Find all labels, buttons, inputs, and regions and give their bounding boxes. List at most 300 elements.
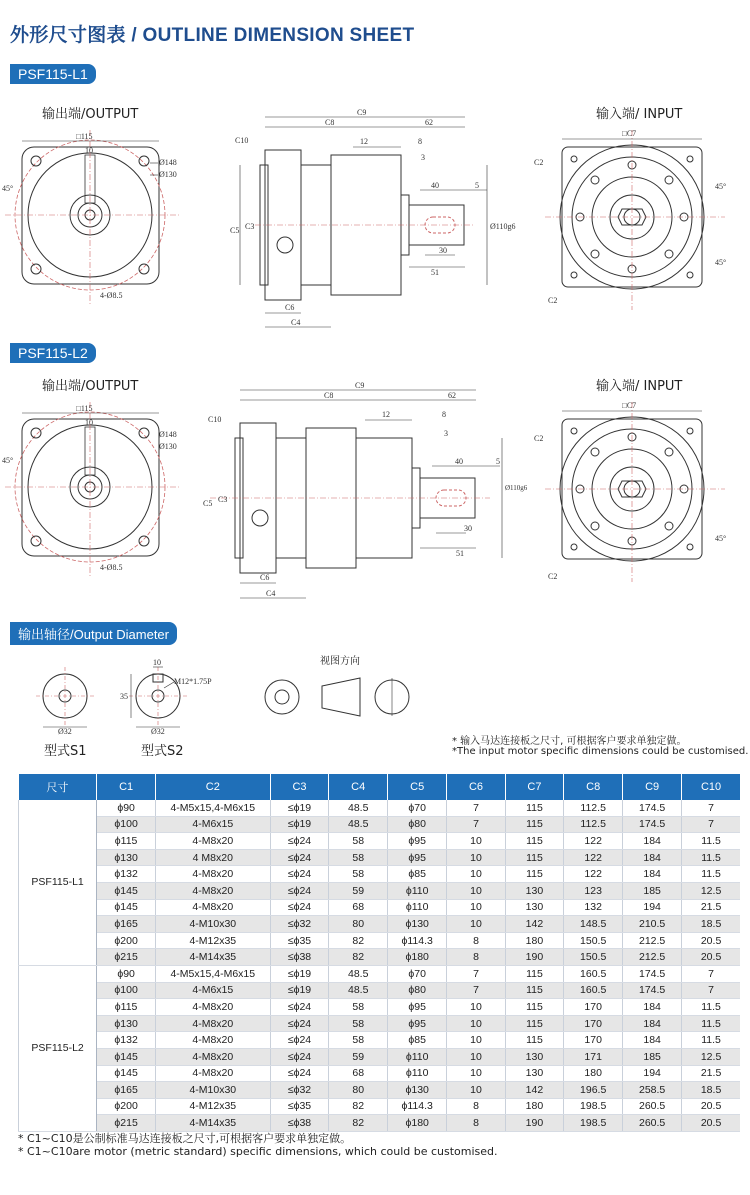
table-cell: 7 — [682, 982, 740, 999]
table-row — [19, 999, 741, 1016]
table-cell: ≤ϕ24 — [270, 1048, 329, 1065]
dim-out-angle: 45° — [2, 184, 14, 193]
input-view-drawing-l1 — [530, 125, 740, 325]
table-cell: 150.5 — [564, 932, 623, 949]
table-cell: 11.5 — [682, 999, 740, 1016]
input-label-l2: 输入端/ INPUT — [596, 379, 683, 394]
table-cell: 48.5 — [329, 965, 388, 982]
dim-side-c8: C8 — [325, 118, 335, 127]
table-header-cell: C7 — [505, 774, 563, 800]
dim-side-c8-2: C8 — [324, 391, 334, 400]
dim-side-5: 5 — [475, 181, 479, 190]
table-cell: ϕ110 — [388, 899, 447, 916]
table-cell: ϕ200 — [97, 1098, 156, 1115]
table-cell: ≤ϕ19 — [270, 816, 329, 833]
table-cell: 10 — [447, 866, 505, 883]
table-cell: ϕ110 — [388, 1065, 447, 1082]
table-cell: ≤ϕ24 — [270, 1015, 329, 1032]
table-cell: 11.5 — [682, 866, 740, 883]
table-cell: ϕ110 — [388, 882, 447, 899]
type-s2-label: 型式S2 — [141, 744, 184, 759]
table-cell: 196.5 — [564, 1082, 623, 1099]
table-cell: ≤ϕ19 — [270, 965, 329, 982]
side-view-drawing-l1 — [225, 105, 516, 335]
table-cell: 142 — [505, 916, 563, 933]
table-row — [19, 1015, 741, 1032]
section-tag-l2: PSF115-L2 — [10, 343, 96, 363]
table-cell: ϕ114.3 — [388, 1098, 447, 1115]
table-header-cell: C1 — [97, 774, 156, 800]
table-cell: 194 — [623, 1065, 682, 1082]
table-row — [19, 1115, 741, 1132]
table-cell: 21.5 — [682, 899, 740, 916]
table-cell: ϕ130 — [97, 849, 156, 866]
table-cell: 4-M10x30 — [156, 916, 271, 933]
table-cell: 20.5 — [682, 1115, 740, 1132]
table-cell: ϕ95 — [388, 833, 447, 850]
dim-side-8: 8 — [418, 137, 422, 146]
motor-note-cn: * 输入马达连接板之尺寸, 可根据客户要求单独定做。 — [452, 736, 687, 747]
table-cell: 130 — [505, 1065, 563, 1082]
table-cell: 115 — [505, 816, 563, 833]
table-cell: 10 — [447, 1082, 505, 1099]
table-row — [19, 982, 741, 999]
table-cell: 10 — [447, 833, 505, 850]
table-row — [19, 949, 741, 966]
table-row — [19, 849, 741, 866]
table-cell: 4-M14x35 — [156, 1115, 271, 1132]
dim-side-d110-2: Ø110g6 — [505, 484, 528, 492]
table-cell: 198.5 — [564, 1115, 623, 1132]
dim-side-51-2: 51 — [456, 549, 464, 558]
table-cell: 59 — [329, 1048, 388, 1065]
dim-out-key-2: 10 — [85, 418, 93, 427]
output-view-drawing-l2 — [0, 397, 200, 597]
table-cell: 130 — [505, 1048, 563, 1065]
table-row — [19, 1082, 741, 1099]
table-cell: ϕ95 — [388, 999, 447, 1016]
table-cell: ϕ100 — [97, 816, 156, 833]
table-cell: 20.5 — [682, 932, 740, 949]
table-cell: ϕ70 — [388, 800, 447, 816]
table-cell: ≤ϕ38 — [270, 949, 329, 966]
table-cell: ϕ130 — [97, 1015, 156, 1032]
dim-out-holes: 4-Ø8.5 — [100, 291, 123, 300]
table-cell: ϕ165 — [97, 916, 156, 933]
table-row — [19, 1048, 741, 1065]
table-cell: 180 — [564, 1065, 623, 1082]
table-cell: 148.5 — [564, 916, 623, 933]
table-cell: 7 — [447, 982, 505, 999]
table-row — [19, 899, 741, 916]
table-cell: ϕ90 — [97, 800, 156, 816]
type-s1-label: 型式S1 — [44, 744, 87, 759]
table-cell: 112.5 — [564, 816, 623, 833]
table-cell: 12.5 — [682, 1048, 740, 1065]
table-cell: 8 — [447, 1115, 505, 1132]
table-cell: ϕ145 — [97, 882, 156, 899]
view-direction-drawing — [260, 670, 420, 725]
table-row — [19, 800, 741, 816]
dim-out-square-2: □115 — [76, 404, 93, 413]
table-cell: ϕ180 — [388, 949, 447, 966]
table-cell: 184 — [623, 1032, 682, 1049]
dim-side-3-2: 3 — [444, 429, 448, 438]
table-cell: ≤ϕ24 — [270, 1032, 329, 1049]
table-cell: 82 — [329, 1098, 388, 1115]
dimension-table — [18, 774, 740, 1132]
table-cell: 80 — [329, 916, 388, 933]
table-cell: 10 — [447, 899, 505, 916]
table-cell: 11.5 — [682, 1015, 740, 1032]
table-cell: 82 — [329, 949, 388, 966]
table-header-row — [19, 774, 741, 800]
table-cell: ϕ215 — [97, 1115, 156, 1132]
table-cell: 59 — [329, 882, 388, 899]
table-cell: 58 — [329, 833, 388, 850]
table-cell: 115 — [505, 849, 563, 866]
dim-in-angle-top: 45° — [715, 182, 727, 191]
table-cell: 115 — [505, 999, 563, 1016]
table-cell: 174.5 — [623, 816, 682, 833]
dim-side-40-2: 40 — [455, 457, 463, 466]
table-cell: 4-M8x20 — [156, 1048, 271, 1065]
table-cell: 184 — [623, 866, 682, 883]
table-cell: 4-M10x30 — [156, 1082, 271, 1099]
dim-side-c5: C5 — [230, 226, 240, 235]
dim-side-8-2: 8 — [442, 410, 446, 419]
motor-note-en: *The input motor specific dimensions could be customised. — [452, 746, 749, 757]
dim-side-c6: C6 — [285, 303, 295, 312]
table-cell: 18.5 — [682, 916, 740, 933]
table-row — [19, 965, 741, 982]
table-cell: ≤ϕ32 — [270, 1082, 329, 1099]
table-cell: 10 — [447, 1065, 505, 1082]
table-cell: ϕ100 — [97, 982, 156, 999]
table-cell: 150.5 — [564, 949, 623, 966]
dim-in-c7-2: □C7 — [622, 401, 637, 410]
shaft-types-drawing — [30, 655, 230, 735]
table-cell: 184 — [623, 849, 682, 866]
dim-in-angle-2: 45° — [715, 534, 727, 543]
side-view-drawing-l2 — [200, 378, 528, 608]
table-cell: 190 — [505, 949, 563, 966]
dim-out-holes-2: 4-Ø8.5 — [100, 563, 123, 572]
table-cell: 174.5 — [623, 800, 682, 816]
table-cell: ϕ132 — [97, 1032, 156, 1049]
dim-side-12: 12 — [360, 137, 368, 146]
table-cell: 21.5 — [682, 1065, 740, 1082]
table-cell: 4-M12x35 — [156, 1098, 271, 1115]
table-cell: ϕ85 — [388, 1032, 447, 1049]
table-cell: 48.5 — [329, 982, 388, 999]
table-cell: 185 — [623, 882, 682, 899]
table-cell: 4-M5x15,4-M6x15 — [156, 800, 271, 816]
table-cell: 4-M12x35 — [156, 932, 271, 949]
dim-side-c10-2: C10 — [208, 415, 222, 424]
table-row — [19, 1032, 741, 1049]
table-cell: 174.5 — [623, 965, 682, 982]
input-label-l1: 输入端/ INPUT — [596, 107, 683, 122]
table-cell: 160.5 — [564, 982, 623, 999]
table-cell: ϕ145 — [97, 1065, 156, 1082]
table-cell: 4-M6x15 — [156, 816, 271, 833]
table-cell: 123 — [564, 882, 623, 899]
table-cell: 7 — [447, 965, 505, 982]
table-cell: 20.5 — [682, 949, 740, 966]
table-cell: 122 — [564, 849, 623, 866]
table-cell: 115 — [505, 965, 563, 982]
table-cell: 8 — [447, 1098, 505, 1115]
table-cell: ϕ114.3 — [388, 932, 447, 949]
table-cell: ≤ϕ35 — [270, 932, 329, 949]
view-direction-label: 视图方向 — [320, 656, 360, 667]
output-diameter-tag: 输出轴径/Output Diameter — [10, 622, 177, 645]
dim-out-d148: Ø148 — [159, 158, 177, 167]
table-cell: ϕ95 — [388, 1015, 447, 1032]
table-cell: 122 — [564, 833, 623, 850]
dim-in-c2-top: C2 — [534, 158, 544, 167]
dim-side-51: 51 — [431, 268, 439, 277]
table-body — [19, 800, 741, 1131]
table-cell: 58 — [329, 1015, 388, 1032]
table-cell: 180 — [505, 932, 563, 949]
table-cell: ϕ200 — [97, 932, 156, 949]
table-cell: 11.5 — [682, 833, 740, 850]
table-cell: ϕ85 — [388, 866, 447, 883]
table-row — [19, 882, 741, 899]
table-cell: 7 — [447, 800, 505, 816]
table-cell: 4-M8x20 — [156, 1015, 271, 1032]
dim-side-40: 40 — [431, 181, 439, 190]
table-header-cell: C3 — [270, 774, 329, 800]
table-cell: 184 — [623, 833, 682, 850]
table-cell: 4-M6x15 — [156, 982, 271, 999]
table-cell: 4-M8x20 — [156, 1032, 271, 1049]
table-cell: ≤ϕ24 — [270, 999, 329, 1016]
dim-in-c2-bottom: C2 — [548, 296, 558, 305]
table-header-cell: C2 — [156, 774, 271, 800]
table-header-cell: C10 — [682, 774, 740, 800]
table-cell: ≤ϕ19 — [270, 800, 329, 816]
table-cell: 58 — [329, 866, 388, 883]
table-cell: ≤ϕ24 — [270, 849, 329, 866]
dim-in-c2-top-2: C2 — [534, 434, 544, 443]
table-cell: ≤ϕ24 — [270, 833, 329, 850]
table-cell: 122 — [564, 866, 623, 883]
table-cell: 48.5 — [329, 800, 388, 816]
table-cell: 11.5 — [682, 849, 740, 866]
table-cell: 260.5 — [623, 1115, 682, 1132]
table-cell: 12.5 — [682, 882, 740, 899]
dim-in-c2-bottom-2: C2 — [548, 572, 558, 581]
table-cell: 4-M8x20 — [156, 999, 271, 1016]
table-cell: 4-M8x20 — [156, 866, 271, 883]
table-cell: 82 — [329, 932, 388, 949]
table-cell: 7 — [682, 816, 740, 833]
table-cell: 171 — [564, 1048, 623, 1065]
table-cell: ϕ180 — [388, 1115, 447, 1132]
dim-side-c9: C9 — [357, 108, 367, 117]
table-row — [19, 816, 741, 833]
table-cell: 20.5 — [682, 1098, 740, 1115]
table-cell: 260.5 — [623, 1098, 682, 1115]
model-cell: PSF115-L1 — [19, 800, 97, 965]
table-cell: 10 — [447, 849, 505, 866]
table-cell: 58 — [329, 849, 388, 866]
table-cell: 184 — [623, 999, 682, 1016]
table-cell: 184 — [623, 1015, 682, 1032]
dim-s1-d32: Ø32 — [58, 727, 72, 736]
table-cell: 115 — [505, 866, 563, 883]
model-cell: PSF115-L2 — [19, 965, 97, 1131]
table-row — [19, 932, 741, 949]
output-label-l1: 输出端/OUTPUT — [42, 107, 139, 122]
table-cell: ≤ϕ24 — [270, 899, 329, 916]
table-cell: 11.5 — [682, 1032, 740, 1049]
table-cell: 258.5 — [623, 1082, 682, 1099]
table-cell: ϕ80 — [388, 816, 447, 833]
dim-side-5-2: 5 — [496, 457, 500, 466]
table-header-cell: C8 — [564, 774, 623, 800]
table-cell: ϕ70 — [388, 965, 447, 982]
table-cell: 115 — [505, 1032, 563, 1049]
table-cell: ϕ110 — [388, 1048, 447, 1065]
table-cell: 4 M8x20 — [156, 849, 271, 866]
table-row — [19, 1065, 741, 1082]
table-cell: 4-M8x20 — [156, 899, 271, 916]
table-cell: ϕ115 — [97, 833, 156, 850]
dim-side-3: 3 — [421, 153, 425, 162]
table-cell: ≤ϕ32 — [270, 916, 329, 933]
table-cell: 4-M8x20 — [156, 1065, 271, 1082]
table-row — [19, 1098, 741, 1115]
table-cell: 18.5 — [682, 1082, 740, 1099]
dim-side-c3-2: C3 — [218, 495, 228, 504]
table-cell: 190 — [505, 1115, 563, 1132]
table-cell: ϕ90 — [97, 965, 156, 982]
dim-side-30-2: 30 — [464, 524, 472, 533]
table-cell: 4-M5x15,4-M6x15 — [156, 965, 271, 982]
table-cell: ϕ165 — [97, 1082, 156, 1099]
table-cell: ≤ϕ35 — [270, 1098, 329, 1115]
table-cell: 198.5 — [564, 1098, 623, 1115]
table-cell: 185 — [623, 1048, 682, 1065]
dim-side-62: 62 — [425, 118, 433, 127]
table-cell: ≤ϕ19 — [270, 982, 329, 999]
table-cell: 10 — [447, 1032, 505, 1049]
table-cell: 68 — [329, 899, 388, 916]
table-header-cell: 尺寸 — [19, 774, 97, 800]
table-cell: 7 — [682, 965, 740, 982]
dim-s2-thread: M12*1.75P — [174, 677, 212, 686]
table-cell: 7 — [682, 800, 740, 816]
dim-side-c4: C4 — [291, 318, 301, 327]
output-label-l2: 输出端/OUTPUT — [42, 379, 139, 394]
output-view-drawing-l1 — [0, 125, 200, 325]
table-cell: 212.5 — [623, 932, 682, 949]
dim-s2-d32: Ø32 — [151, 727, 165, 736]
table-cell: 115 — [505, 833, 563, 850]
table-cell: ϕ145 — [97, 1048, 156, 1065]
table-cell: 10 — [447, 882, 505, 899]
table-header-cell: C5 — [388, 774, 447, 800]
dim-in-angle-bottom: 45° — [715, 258, 727, 267]
table-cell: ϕ95 — [388, 849, 447, 866]
table-cell: ≤ϕ24 — [270, 866, 329, 883]
table-cell: 80 — [329, 1082, 388, 1099]
dim-in-c7: □C7 — [622, 129, 637, 138]
dim-out-d130-2: Ø130 — [159, 442, 177, 451]
table-cell: 170 — [564, 1015, 623, 1032]
table-cell: 48.5 — [329, 816, 388, 833]
table-cell: ϕ130 — [388, 1082, 447, 1099]
dim-out-d130: Ø130 — [159, 170, 177, 179]
table-cell: 10 — [447, 916, 505, 933]
table-cell: 4-M8x20 — [156, 833, 271, 850]
table-cell: 82 — [329, 1115, 388, 1132]
table-cell: ϕ145 — [97, 899, 156, 916]
dim-out-key: 10 — [85, 146, 93, 155]
dim-side-c4-2: C4 — [266, 589, 276, 598]
table-cell: 142 — [505, 1082, 563, 1099]
dim-out-angle-2: 45° — [2, 456, 14, 465]
input-view-drawing-l2 — [530, 397, 740, 597]
section-tag-l1: PSF115-L1 — [10, 64, 96, 84]
footer-note-en: * C1~C10are motor (metric standard) specific dimensions, which could be customised. — [18, 1145, 498, 1158]
table-cell: 130 — [505, 882, 563, 899]
dim-out-square: □115 — [76, 132, 93, 141]
table-cell: 115 — [505, 800, 563, 816]
table-cell: 68 — [329, 1065, 388, 1082]
table-cell: 8 — [447, 949, 505, 966]
table-cell: 174.5 — [623, 982, 682, 999]
table-cell: ϕ215 — [97, 949, 156, 966]
table-row — [19, 866, 741, 883]
table-cell: 132 — [564, 899, 623, 916]
dim-s2-height: 35 — [120, 692, 128, 701]
table-header-cell: C9 — [623, 774, 682, 800]
table-header-cell: C4 — [329, 774, 388, 800]
dim-s2-key: 10 — [153, 658, 161, 667]
table-cell: 10 — [447, 1015, 505, 1032]
dim-side-62-2: 62 — [448, 391, 456, 400]
dim-side-c5-2: C5 — [203, 499, 213, 508]
table-cell: 212.5 — [623, 949, 682, 966]
table-cell: 160.5 — [564, 965, 623, 982]
table-row — [19, 833, 741, 850]
table-cell: ϕ80 — [388, 982, 447, 999]
table-cell: 58 — [329, 1032, 388, 1049]
dim-side-c6-2: C6 — [260, 573, 270, 582]
table-cell: 170 — [564, 1032, 623, 1049]
dim-side-d110: Ø110g6 — [490, 222, 516, 231]
table-cell: 130 — [505, 899, 563, 916]
dim-side-12-2: 12 — [382, 410, 390, 419]
table-cell: ϕ132 — [97, 866, 156, 883]
table-cell: 8 — [447, 932, 505, 949]
table-cell: ≤ϕ38 — [270, 1115, 329, 1132]
table-cell: 194 — [623, 899, 682, 916]
table-cell: 210.5 — [623, 916, 682, 933]
table-cell: 180 — [505, 1098, 563, 1115]
table-cell: 4-M8x20 — [156, 882, 271, 899]
table-cell: 112.5 — [564, 800, 623, 816]
dim-side-c9-2: C9 — [355, 381, 365, 390]
table-cell: 10 — [447, 1048, 505, 1065]
table-cell: ϕ130 — [388, 916, 447, 933]
dim-out-d148-2: Ø148 — [159, 430, 177, 439]
